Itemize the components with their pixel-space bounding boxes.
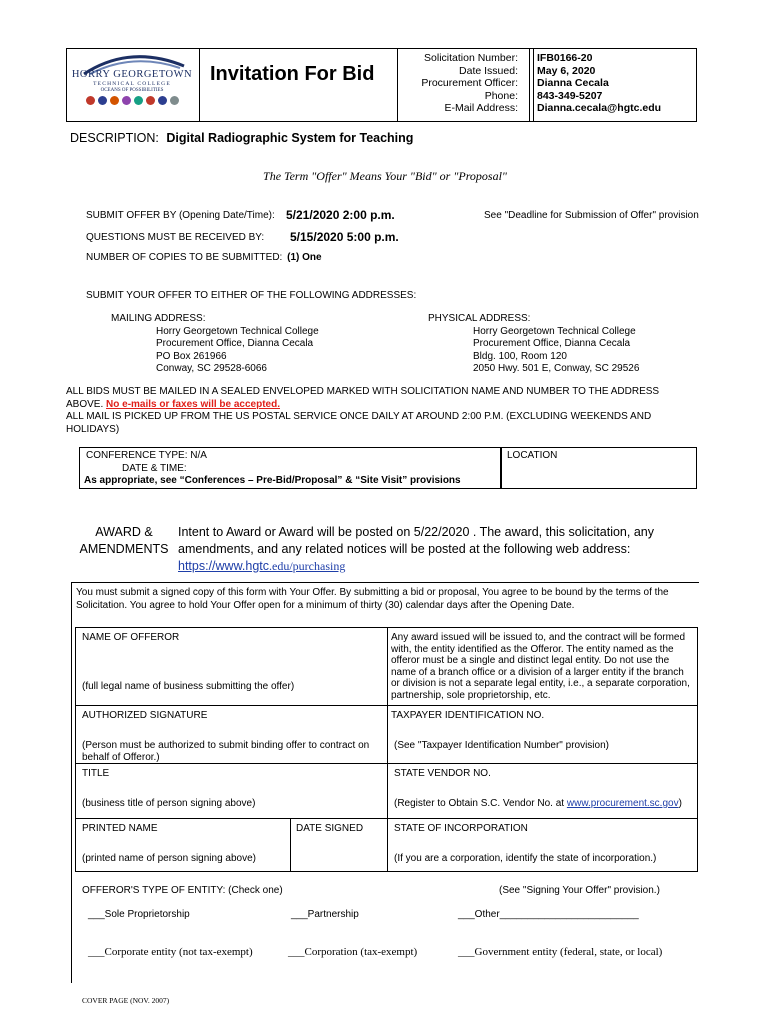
sole-proprietorship-option[interactable]: ___Sole Proprietorship — [88, 909, 190, 920]
mail-notice-line: ALL BIDS MUST BE MAILED IN A SEALED ENVELOPED MARKED WITH SOLICITATION NAME AND NUMBER TO THE ADDRESS — [66, 386, 660, 397]
table-divider — [387, 627, 388, 872]
agreement-text — [76, 587, 669, 612]
award-label — [72, 524, 176, 558]
note-line: name of a branch office or a division of a larger entity if the branch — [391, 666, 684, 678]
table-divider — [75, 763, 698, 764]
vendor-field[interactable] — [391, 780, 691, 796]
header-divider — [529, 49, 530, 121]
printed-name-field[interactable] — [82, 835, 282, 851]
table-divider — [290, 818, 291, 872]
note-line: with, the entity identified as the Offeror. The entity named as the — [391, 643, 674, 655]
printed-name-hint: (printed name of person signing above) — [82, 853, 256, 864]
submit-value: 5/21/2020 2:00 p.m. — [286, 208, 395, 222]
copies-value: (1) One — [287, 252, 322, 263]
physical-line: Bldg. 100, Room 120 — [473, 350, 567, 362]
submit-label: SUBMIT OFFER BY (Opening Date/Time): — [86, 210, 275, 221]
agreement-line: You must submit a signed copy of this form with Your Offer. By submitting a bid or proposal, You agree to be bound by the terms of the — [76, 587, 669, 598]
signature-field[interactable] — [82, 722, 382, 738]
date-signed-label: DATE SIGNED — [296, 823, 364, 834]
solicitation-values — [537, 52, 661, 115]
mailing-line: Procurement Office, Dianna Cecala — [156, 338, 314, 350]
taxpayer-hint: (See "Taxpayer Identification Number" provision) — [394, 740, 609, 751]
email-label: E-Mail Address: — [444, 102, 518, 115]
mail-notice-prefix: ABOVE. — [66, 398, 104, 410]
award-line: Intent to Award or Award will be posted on 5/22/2020 . The award, this solicitation, any — [178, 525, 654, 539]
mail-notice-line — [66, 399, 706, 412]
date-signed-field[interactable] — [294, 835, 382, 865]
award-text — [178, 524, 654, 575]
footer-label: COVER PAGE (NOV. 2007) — [82, 996, 170, 1005]
solicitation-labels — [400, 52, 518, 115]
description — [70, 131, 413, 145]
header-divider — [397, 49, 398, 121]
title-label: TITLE — [82, 768, 110, 779]
submit-note: See "Deadline for Submission of Offer" provision — [484, 210, 699, 221]
incorporation-label: STATE OF INCORPORATION — [394, 823, 528, 834]
partnership-option[interactable]: ___Partnership — [291, 909, 359, 920]
header-divider — [533, 49, 534, 121]
award-line: amendments, and any related notices will be posted at the following web address: — [178, 542, 631, 556]
award-entity-note — [391, 632, 690, 701]
description-label: DESCRIPTION: — [70, 131, 159, 145]
questions-value: 5/15/2020 5:00 p.m. — [290, 230, 399, 244]
vendor-hint-prefix: (Register to Obtain S.C. Vendor No. at — [394, 798, 567, 809]
incorporation-hint: (If you are a corporation, identify the state of incorporation.) — [394, 853, 657, 864]
date-issued: May 6, 2020 — [537, 64, 596, 77]
mailing-line: Horry Georgetown Technical College — [156, 325, 319, 337]
other-option[interactable]: ___Other_________________________ — [458, 909, 639, 920]
table-divider — [75, 818, 698, 819]
vendor-label: STATE VENDOR NO. — [394, 768, 491, 779]
physical-address — [473, 326, 639, 376]
physical-line: 2050 Hwy. 501 E, Conway, SC 29526 — [473, 363, 640, 375]
addresses-intro: SUBMIT YOUR OFFER TO EITHER OF THE FOLLOWING ADDRESSES: — [86, 290, 417, 301]
agreement-line: Solicitation. You agree to hold Your Offer open for a minimum of thirty (30) calendar days after the Opening Date. — [76, 599, 575, 611]
logo-subtitle: TECHNICAL COLLEGE — [93, 81, 171, 87]
government-entity-option[interactable]: ___Government entity (federal, state, or local) — [458, 946, 663, 958]
procurement-link[interactable]: www.procurement.sc.gov — [566, 798, 679, 809]
note-line: Any award issued will be issued to, and the contract will be formed — [391, 632, 686, 643]
procurement-officer: Dianna Cecala — [537, 77, 609, 90]
no-email-warning: No e-mails or faxes will be accepted. — [106, 398, 280, 410]
title-field[interactable] — [82, 780, 382, 796]
phone-label: Phone: — [484, 89, 518, 102]
mailing-line: PO Box 261966 — [156, 350, 227, 362]
mail-notice-line: ALL MAIL IS PICKED UP FROM THE US POSTAL SERVICE ONCE DAILY AT AROUND 2:00 P.M. (EXCLUDING WEEKENDS AND — [66, 411, 652, 423]
page-title: Invitation For Bid — [210, 63, 375, 85]
email-address: Dianna.cecala@hgtc.edu — [537, 102, 662, 115]
phone-number: 843-349-5207 — [537, 89, 603, 102]
entity-type-note: (See "Signing Your Offer" provision.) — [499, 885, 660, 896]
solicitation-number-label: Solicitation Number: — [424, 52, 518, 64]
signature-hint-line: behalf of Offeror.) — [82, 751, 160, 763]
corporate-entity-option[interactable]: ___Corporate entity (not tax-exempt) — [88, 946, 253, 958]
procurement-officer-label: Procurement Officer: — [421, 77, 518, 90]
conference-note: As appropriate, see “Conferences – Pre-Bid/Proposal” & “Site Visit” provisions — [84, 475, 461, 486]
printed-name-label: PRINTED NAME — [82, 823, 158, 834]
location-label: LOCATION — [507, 450, 558, 461]
physical-line: Horry Georgetown Technical College — [473, 325, 636, 337]
title-hint: (business title of person signing above) — [82, 798, 256, 809]
header-divider — [199, 49, 200, 121]
entity-type-label: OFFEROR'S TYPE OF ENTITY: (Check one) — [82, 885, 283, 896]
taxpayer-field[interactable] — [391, 722, 691, 738]
logo-tagline: OCEANS OF POSSIBILITIES — [100, 88, 164, 93]
incorporation-field[interactable] — [391, 835, 691, 851]
physical-line: Procurement Office, Dianna Cecala — [473, 338, 631, 350]
signature-label: AUTHORIZED SIGNATURE — [82, 710, 208, 721]
mailing-address — [156, 326, 319, 376]
copies-label: NUMBER OF COPIES TO BE SUBMITTED: — [86, 252, 283, 263]
table-divider — [75, 705, 698, 706]
description-value: Digital Radiographic System for Teaching — [166, 131, 414, 145]
logo-name: HORRY GEORGETOWN — [71, 69, 193, 80]
vendor-hint-suffix: ) — [678, 798, 682, 809]
date-issued-label: Date Issued: — [459, 64, 518, 77]
purchasing-link[interactable] — [178, 558, 654, 575]
conference-type: CONFERENCE TYPE: N/A — [86, 450, 207, 461]
offeror-name-field[interactable] — [82, 645, 382, 677]
vendor-hint — [394, 798, 682, 809]
mailing-line: Conway, SC 29528-6066 — [156, 363, 267, 375]
term-note: The Term "Offer" Means Your "Bid" or "Proposal" — [263, 169, 507, 183]
mail-notice — [66, 386, 706, 436]
copies — [86, 252, 322, 263]
logo-dots-icon — [86, 96, 179, 105]
link-part: .edu/purchasing — [269, 559, 346, 573]
taxpayer-label: TAXPAYER IDENTIFICATION NO. — [391, 710, 545, 721]
note-line: or division is not a separate legal entity, i.e., a separate corporation, — [391, 678, 690, 689]
signature-hint — [82, 740, 369, 763]
note-line: partnership, sole proprietorship, etc. — [391, 689, 551, 701]
solicitation-number: IFB0166-20 — [537, 52, 593, 64]
offeror-name-hint: (full legal name of business submitting the offer) — [82, 681, 295, 692]
questions-label: QUESTIONS MUST BE RECEIVED BY: — [86, 232, 265, 243]
award-label-line: AMENDMENTS — [79, 542, 169, 556]
signature-hint-line: (Person must be authorized to submit binding offer to contract on — [82, 740, 370, 751]
corporation-option[interactable]: ___Corporation (tax-exempt) — [288, 946, 418, 958]
link-part: https://www.hgtc — [178, 559, 270, 573]
physical-label: PHYSICAL ADDRESS: — [428, 313, 531, 324]
conference-date-time: DATE & TIME: — [122, 462, 187, 474]
offeror-name-label: NAME OF OFFEROR — [82, 632, 180, 643]
mailing-label: MAILING ADDRESS: — [111, 313, 206, 324]
award-label-line: AWARD & — [95, 525, 153, 539]
mail-notice-line: HOLIDAYS) — [66, 423, 120, 435]
note-line: offeror must be a single and distinct legal entity. Do not use the — [391, 655, 670, 666]
